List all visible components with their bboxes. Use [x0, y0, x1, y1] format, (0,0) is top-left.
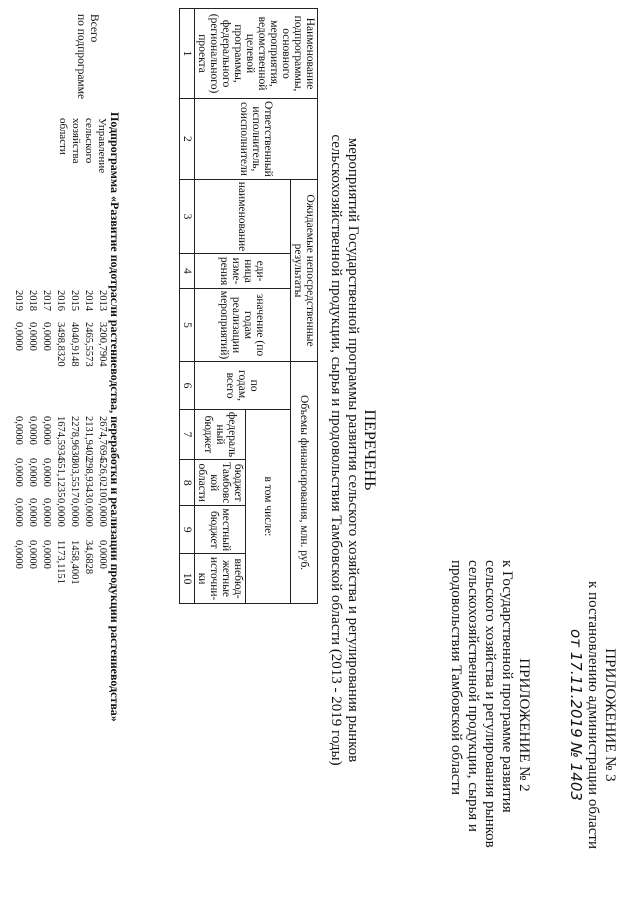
- cell-federal: 0,0000: [41, 416, 52, 445]
- column-number: 1: [180, 9, 195, 99]
- column-number: 2: [180, 99, 195, 180]
- cell-local: 0,0000: [41, 498, 52, 527]
- cell-federal: 0,0000: [27, 416, 38, 445]
- cell-year: 2017: [41, 290, 52, 311]
- appendix-3-subtitle: к постановлению администрации области: [585, 581, 601, 849]
- cell-total: 0,0000: [13, 322, 24, 351]
- column-number: 7: [180, 409, 195, 459]
- header-by-year-total: по годам, всего: [195, 362, 291, 410]
- cell-extra: 1173,1151: [55, 540, 66, 584]
- appendix-2-line: продовольствия Тамбовской области: [448, 560, 464, 795]
- header-result-name: наименование: [195, 179, 291, 254]
- document-subtitle-2: сельскохозяйственной продукции, сырья и продовольствия Тамбовской области (2013 - 2019 годы): [328, 134, 344, 766]
- appendix-3-title: ПРИЛОЖЕНИЕ № 3: [602, 648, 618, 782]
- cell-regional: 298,9343: [83, 458, 94, 498]
- total-label-subprogram: по подпрограмме: [75, 14, 87, 100]
- column-number: 4: [180, 254, 195, 289]
- cell-extra: 0,0000: [27, 540, 38, 569]
- cell-federal: 2131,9402: [83, 416, 94, 461]
- executor-block: [56, 118, 108, 173]
- cell-extra: 0,0000: [13, 540, 24, 569]
- document-title: ПЕРЕЧЕНЬ: [361, 409, 378, 491]
- cell-local: 0,0000: [13, 498, 24, 527]
- cell-year: 2019: [13, 290, 24, 311]
- cell-regional: 0,0000: [13, 458, 24, 487]
- cell-total: 4040,9148: [69, 322, 80, 367]
- cell-federal: 1674,5934: [55, 416, 66, 461]
- cell-local: 0,0000: [97, 498, 108, 527]
- cell-year: 2015: [69, 290, 80, 311]
- header-regional-budget: бюджет Тамбовс кой области: [195, 460, 246, 506]
- cell-regional: 0,0000: [27, 458, 38, 487]
- cell-local: 0,0000: [69, 498, 80, 527]
- executor-line: хозяйства: [70, 118, 82, 164]
- header-local-budget: местный бюджет: [195, 506, 246, 554]
- header-executor: Ответственный исполнитель, соисполнители: [195, 99, 318, 180]
- appendix-3-date-number: от 17.11.2019 № 1403: [567, 629, 585, 801]
- column-number: 10: [180, 554, 195, 604]
- cell-extra: 0,0000: [97, 540, 108, 569]
- cell-federal: 2278,9630: [69, 416, 80, 461]
- appendix-3-block: [567, 545, 618, 885]
- cell-year: 2016: [55, 290, 66, 311]
- cell-year: 2013: [97, 290, 108, 311]
- column-number: 5: [180, 288, 195, 361]
- cell-total: 0,0000: [27, 322, 38, 351]
- cell-extra: 34,6828: [83, 540, 94, 575]
- document-title-block: [327, 10, 378, 890]
- cell-total: 2465,5573: [83, 322, 94, 367]
- cell-local: 0,0000: [27, 498, 38, 527]
- cell-federal: 0,0000: [13, 416, 24, 445]
- column-number: 6: [180, 362, 195, 410]
- header-funding: Объемы финансирования, млн. руб.: [291, 362, 318, 604]
- executor-line: сельского: [83, 118, 95, 164]
- column-number: 9: [180, 506, 195, 554]
- cell-total: 3498,8320: [55, 322, 66, 367]
- cell-local: 0,0000: [83, 498, 94, 527]
- header-federal-budget: федераль ный бюджет: [195, 409, 246, 459]
- header-subprogram-name: Наименование подпрограммы, основного мероприятия, ведомственной целевой программы, федерального (регионального) проекта: [195, 9, 318, 99]
- cell-total: 0,0000: [41, 322, 52, 351]
- appendix-2-block: [447, 560, 532, 890]
- cell-year: 2014: [83, 290, 94, 311]
- header-including: в том числе:: [246, 409, 291, 603]
- cell-regional: 651,1235: [55, 458, 66, 498]
- executor-line: Управление: [96, 118, 108, 174]
- cell-extra: 1458,4001: [69, 540, 80, 585]
- appendix-2-title: ПРИЛОЖЕНИЕ № 2: [516, 658, 532, 792]
- cell-local: 0,0000: [55, 498, 66, 527]
- funding-table-header: [179, 8, 318, 604]
- executor-line: области: [57, 118, 69, 155]
- column-number: 3: [180, 179, 195, 254]
- appendix-2-line: сельскохозяйственной продукции, сырья и: [465, 560, 481, 832]
- document-subtitle-1: мероприятий Государственной программы развития сельского хозяйства и регулирования рынков: [345, 137, 361, 763]
- subprogram-title: Подпрограмма «Развитие подотрасли растениеводства, переработки и реализации продукции растениеводства»: [108, 112, 122, 722]
- cell-regional: 0,0000: [41, 458, 52, 487]
- cell-regional: 303,5517: [69, 458, 80, 498]
- header-result-value: значение (по годам реализации мероприятий): [195, 288, 291, 361]
- column-number: 8: [180, 460, 195, 506]
- cell-total: 3200,7904: [97, 322, 108, 367]
- cell-federal: 2674,7694: [97, 416, 108, 461]
- cell-year: 2018: [27, 290, 38, 311]
- total-label: Всего: [88, 14, 100, 43]
- appendix-2-line: сельского хозяйства и регулирования рынков: [482, 560, 498, 848]
- cell-extra: 0,0000: [41, 540, 52, 569]
- appendix-2-line: к Государственной программе развития: [499, 560, 515, 813]
- header-extra-budget: внебюд-жетные источни-ки: [195, 554, 246, 604]
- header-expected-results: Ожидаемые непосредственные результаты: [291, 179, 318, 361]
- total-label-block: [74, 14, 100, 99]
- cell-regional: 526,0210: [97, 458, 108, 498]
- header-result-unit: еди-ница изме-рения: [195, 254, 291, 289]
